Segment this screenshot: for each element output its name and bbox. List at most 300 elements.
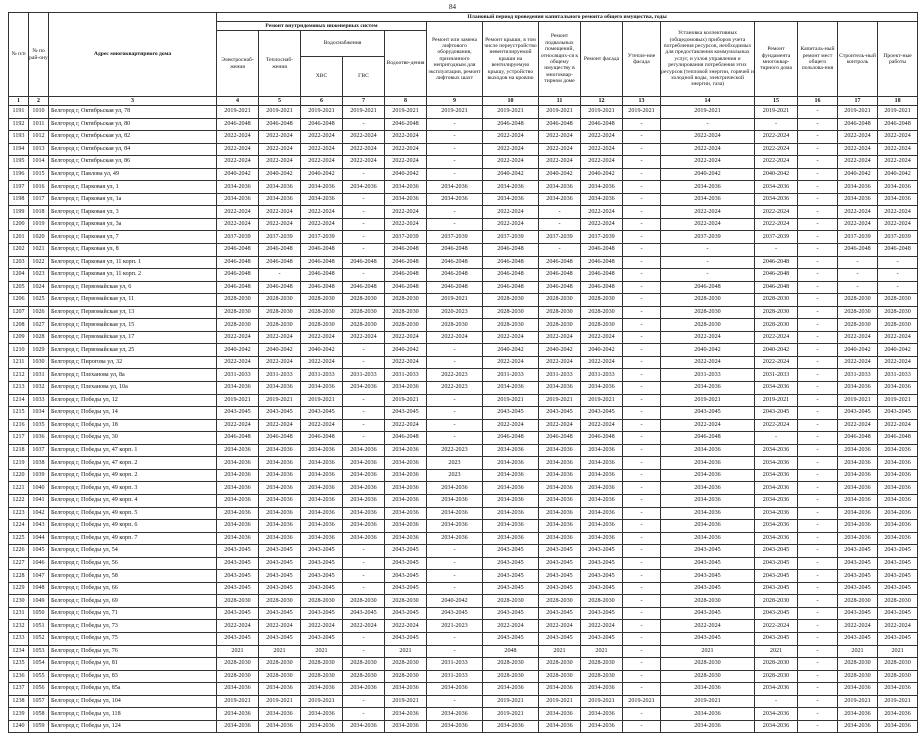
table-cell: 2043-2045 xyxy=(838,545,878,558)
table-cell: 2034-2036 xyxy=(539,708,581,721)
column-number: 12 xyxy=(581,97,623,106)
table-cell: 2022-2024 xyxy=(838,419,878,432)
table-cell: - xyxy=(798,708,838,721)
table-cell: 1224 xyxy=(9,520,29,533)
address-cell: Белгород г, Пирогова ул, 32 xyxy=(49,356,217,369)
table-cell: - xyxy=(623,319,661,332)
table-cell: 2040-2042 xyxy=(878,344,918,357)
table-cell: 2034-2036 xyxy=(539,193,581,206)
table-cell: - xyxy=(798,131,838,144)
table-cell: 2043-2045 xyxy=(217,632,259,645)
table-cell: 1044 xyxy=(29,532,49,545)
table-cell: 2040-2042 xyxy=(385,168,427,181)
table-cell: 2034-2036 xyxy=(581,507,623,520)
table-cell: 2028-2030 xyxy=(539,319,581,332)
table-cell: 2040-2042 xyxy=(483,344,539,357)
table-cell: 2046-2048 xyxy=(878,244,918,257)
table-row xyxy=(9,394,918,407)
table-cell: 2043-2045 xyxy=(259,545,301,558)
table-cell: - xyxy=(343,244,385,257)
table-cell: - xyxy=(798,532,838,545)
table-cell: 2034-2036 xyxy=(483,193,539,206)
table-cell: 2031-2033 xyxy=(301,369,343,382)
table-cell: 2028-2030 xyxy=(755,670,798,683)
table-cell: - xyxy=(798,582,838,595)
table-cell: 2028-2030 xyxy=(483,319,539,332)
table-cell: 2043-2045 xyxy=(217,570,259,583)
table-cell: 2028-2030 xyxy=(343,306,385,319)
table-cell: - xyxy=(755,118,798,131)
table-cell: 2028-2030 xyxy=(385,658,427,671)
table-cell: - xyxy=(798,344,838,357)
table-row xyxy=(9,331,918,344)
table-cell: 2043-2045 xyxy=(385,407,427,420)
table-cell: 2034-2036 xyxy=(343,482,385,495)
table-cell: - xyxy=(661,244,755,257)
table-cell: 2034-2036 xyxy=(539,457,581,470)
table-cell: 1034 xyxy=(29,407,49,420)
table-cell: 2046-2048 xyxy=(217,432,259,445)
table-cell: 2034-2036 xyxy=(581,708,623,721)
table-cell: - xyxy=(623,369,661,382)
table-cell: - xyxy=(343,206,385,219)
table-cell: - xyxy=(427,432,483,445)
table-cell: 2034-2036 xyxy=(301,520,343,533)
table-cell: 2022-2024 xyxy=(301,156,343,169)
table-cell: - xyxy=(798,244,838,257)
table-cell: 2022-2024 xyxy=(661,620,755,633)
table-cell: 2019-2021 xyxy=(581,394,623,407)
table-cell: 2021 xyxy=(385,645,427,658)
table-cell: 2028-2030 xyxy=(755,294,798,307)
table-cell: 2034-2036 xyxy=(259,520,301,533)
table-cell: 2022-2024 xyxy=(385,131,427,144)
table-cell: 2028-2030 xyxy=(755,658,798,671)
table-cell: 1048 xyxy=(29,582,49,595)
table-cell: 1049 xyxy=(29,595,49,608)
address-cell: Белгород г, Победы ул, 104 xyxy=(49,695,217,708)
table-cell: 2043-2045 xyxy=(385,632,427,645)
table-cell: 1020 xyxy=(29,231,49,244)
table-cell: 2034-2036 xyxy=(217,720,259,733)
table-cell: 1058 xyxy=(29,708,49,721)
table-cell: 2022-2024 xyxy=(838,131,878,144)
table-cell: 2022-2024 xyxy=(483,143,539,156)
table-cell: 2022-2024 xyxy=(343,131,385,144)
table-cell: 2034-2036 xyxy=(661,469,755,482)
address-cell: Белгород г, Победы ул, 47 корп. 2 xyxy=(49,457,217,470)
table-cell: 2040-2042 xyxy=(581,344,623,357)
table-cell: 1204 xyxy=(9,269,29,282)
table-cell: 2037-2039 xyxy=(259,231,301,244)
table-cell: 2022-2024 xyxy=(217,419,259,432)
table-cell: - xyxy=(427,582,483,595)
table-cell: 2046-2048 xyxy=(483,244,539,257)
table-cell: - xyxy=(343,218,385,231)
table-cell: 1040 xyxy=(29,482,49,495)
header-gvs: ГВС xyxy=(343,57,385,97)
table-cell: 2034-2036 xyxy=(755,193,798,206)
header-sewer: Водоотве-дения xyxy=(385,31,427,97)
table-cell: 2034-2036 xyxy=(483,469,539,482)
table-row xyxy=(9,582,918,595)
table-cell: 2034-2036 xyxy=(483,444,539,457)
table-cell: 2043-2045 xyxy=(539,570,581,583)
table-cell: - xyxy=(755,695,798,708)
table-cell: 2034-2036 xyxy=(217,482,259,495)
table-cell: 2034-2036 xyxy=(755,494,798,507)
table-cell: 2043-2045 xyxy=(259,632,301,645)
table-cell: 2034-2036 xyxy=(301,720,343,733)
table-cell: 2034-2036 xyxy=(483,507,539,520)
table-cell: - xyxy=(259,269,301,282)
header-project: Проект-ные работы xyxy=(878,22,918,97)
table-cell: 2046-2048 xyxy=(581,118,623,131)
table-cell: 2037-2039 xyxy=(581,231,623,244)
table-cell: 2021-2023 xyxy=(427,620,483,633)
table-cell: 2022-2024 xyxy=(217,206,259,219)
table-cell: 2043-2045 xyxy=(259,607,301,620)
table-row xyxy=(9,557,918,570)
table-cell: - xyxy=(623,356,661,369)
table-row xyxy=(9,482,918,495)
header-roof: Ремонт крыши, в том числе переустройство невентилируемой крыши на вентилируемую крышу, устройство выходов на кровлю xyxy=(483,22,539,97)
table-cell: 2037-2039 xyxy=(301,231,343,244)
address-cell: Белгород г, Плеханова ул, 10а xyxy=(49,382,217,395)
table-cell: 1238 xyxy=(9,695,29,708)
table-cell: 2019-2021 xyxy=(217,695,259,708)
table-cell: - xyxy=(623,670,661,683)
table-cell: 2028-2030 xyxy=(539,658,581,671)
table-cell: 2046-2048 xyxy=(301,244,343,257)
header-meters: Установка коллективных (общедомовых) приборов учета потребления ресурсов, необходимых для предоставления коммунальных услуг, и узлов управления и регулирования потребления этих ресурсов (тепловой энергии, горячей и холодной воды, электрической энергии, газа) xyxy=(661,22,755,97)
column-number: 11 xyxy=(539,97,581,106)
header-water-supply: Водоснабжения xyxy=(301,31,385,57)
table-cell: - xyxy=(798,444,838,457)
table-cell: 2043-2045 xyxy=(755,407,798,420)
table-cell: 2021 xyxy=(217,645,259,658)
table-cell: 2022-2024 xyxy=(217,218,259,231)
table-cell: 2043-2045 xyxy=(838,570,878,583)
table-cell: 2034-2036 xyxy=(661,507,755,520)
table-cell: 2022-2024 xyxy=(259,206,301,219)
table-cell: 2034-2036 xyxy=(427,532,483,545)
table-cell: 2022-2024 xyxy=(878,218,918,231)
table-cell: - xyxy=(427,695,483,708)
address-cell: Белгород г, Первомайская ул, 17 xyxy=(49,331,217,344)
table-cell: - xyxy=(623,469,661,482)
table-cell: - xyxy=(623,294,661,307)
table-cell: 2028-2030 xyxy=(301,658,343,671)
table-cell: 1032 xyxy=(29,382,49,395)
table-cell: 2034-2036 xyxy=(343,181,385,194)
table-cell: 1237 xyxy=(9,683,29,696)
table-cell: - xyxy=(539,244,581,257)
table-cell: 2031-2033 xyxy=(755,369,798,382)
table-cell: 2022-2024 xyxy=(217,331,259,344)
table-cell: 2028-2030 xyxy=(259,595,301,608)
table-cell: - xyxy=(798,193,838,206)
table-cell: 2034-2036 xyxy=(385,683,427,696)
table-cell: 1026 xyxy=(29,306,49,319)
table-cell: 2043-2045 xyxy=(217,407,259,420)
header-insulation: Утепле-ние фасада xyxy=(623,22,661,97)
table-cell: 2034-2036 xyxy=(385,482,427,495)
table-cell: - xyxy=(623,256,661,269)
table-cell: 2022-2024 xyxy=(483,156,539,169)
table-cell: 2034-2036 xyxy=(581,482,623,495)
table-cell: 2040-2042 xyxy=(259,168,301,181)
table-row xyxy=(9,645,918,658)
table-cell: - xyxy=(878,256,918,269)
table-cell: 2034-2036 xyxy=(217,532,259,545)
table-cell: 2046-2048 xyxy=(581,256,623,269)
table-cell: 2019-2021 xyxy=(878,394,918,407)
table-cell: - xyxy=(798,382,838,395)
address-cell: Белгород г, Парковая ул, 3 xyxy=(49,206,217,219)
table-cell: 2046-2048 xyxy=(385,244,427,257)
table-cell: - xyxy=(427,419,483,432)
table-cell: - xyxy=(623,545,661,558)
table-row xyxy=(9,407,918,420)
table-cell: 2034-2036 xyxy=(301,532,343,545)
table-cell: - xyxy=(623,382,661,395)
table-cell: 1045 xyxy=(29,545,49,558)
table-cell: 2028-2030 xyxy=(301,306,343,319)
table-cell: - xyxy=(343,557,385,570)
table-cell: 2031-2033 xyxy=(427,658,483,671)
table-cell: 2048 xyxy=(483,645,539,658)
address-cell: Белгород г, Парковая ул, 11 корп. 2 xyxy=(49,269,217,282)
address-cell: Белгород г, Парковая ул, 11 корп. 1 xyxy=(49,256,217,269)
table-cell: 2034-2036 xyxy=(838,507,878,520)
table-cell: 2034-2036 xyxy=(343,520,385,533)
table-cell: 2019-2021 xyxy=(301,695,343,708)
table-cell: 2034-2036 xyxy=(427,494,483,507)
table-cell: 2034-2036 xyxy=(385,494,427,507)
table-cell: 2046-2048 xyxy=(539,256,581,269)
table-cell: 2043-2045 xyxy=(385,582,427,595)
table-cell: 2022-2023 xyxy=(427,369,483,382)
header-capital: Капиталь-ный ремонт мест общего пользова-ния xyxy=(798,22,838,97)
table-cell: 2022-2024 xyxy=(385,143,427,156)
table-cell: - xyxy=(798,557,838,570)
header-foundation: Ремонт фундамента многоквар-тирного дома xyxy=(755,22,798,97)
table-cell: 2046-2048 xyxy=(581,269,623,282)
table-cell: 2034-2036 xyxy=(217,193,259,206)
table-cell: 2019-2021 xyxy=(217,394,259,407)
column-number: 16 xyxy=(798,97,838,106)
table-cell: 2043-2045 xyxy=(581,545,623,558)
table-cell: 2019-2021 xyxy=(385,394,427,407)
table-cell: 2046-2048 xyxy=(301,432,343,445)
table-cell: 2043-2045 xyxy=(217,607,259,620)
table-cell: 2043-2045 xyxy=(259,407,301,420)
table-cell: 2034-2036 xyxy=(838,683,878,696)
table-cell: 2034-2036 xyxy=(301,507,343,520)
column-number: 7 xyxy=(343,97,385,106)
table-cell: 2046-2048 xyxy=(217,118,259,131)
table-cell: 1223 xyxy=(9,507,29,520)
table-cell: 2034-2036 xyxy=(755,708,798,721)
table-row xyxy=(9,658,918,671)
table-cell: 2023 xyxy=(427,457,483,470)
table-cell: 2028-2030 xyxy=(539,670,581,683)
table-cell: 1039 xyxy=(29,469,49,482)
table-row xyxy=(9,369,918,382)
table-cell: 2040-2042 xyxy=(301,168,343,181)
table-cell: 2046-2048 xyxy=(581,244,623,257)
table-cell: - xyxy=(343,419,385,432)
table-header xyxy=(9,13,918,106)
table-cell: 2019-2021 xyxy=(385,106,427,119)
table-cell: 2028-2030 xyxy=(301,294,343,307)
table-cell: 2028-2030 xyxy=(483,306,539,319)
table-cell: 1206 xyxy=(9,294,29,307)
table-cell: 2034-2036 xyxy=(343,469,385,482)
table-cell: 2034-2036 xyxy=(343,457,385,470)
column-number: 5 xyxy=(259,97,301,106)
table-cell: 2034-2036 xyxy=(385,382,427,395)
address-cell: Белгород г, Победы ул, 83 xyxy=(49,670,217,683)
address-cell: Белгород г, Плеханова ул, 8а xyxy=(49,369,217,382)
address-cell: Белгород г, Парковая ул, 1 xyxy=(49,181,217,194)
table-cell: 2034-2036 xyxy=(878,193,918,206)
table-row xyxy=(9,532,918,545)
table-cell: 2034-2036 xyxy=(385,457,427,470)
table-cell: 1226 xyxy=(9,545,29,558)
table-cell: 2043-2045 xyxy=(755,557,798,570)
address-cell: Белгород г, Победы ул, 118 xyxy=(49,708,217,721)
table-cell: 2043-2045 xyxy=(483,570,539,583)
table-row xyxy=(9,269,918,282)
table-cell: 2034-2036 xyxy=(755,444,798,457)
table-cell: 2022-2024 xyxy=(343,143,385,156)
table-cell: 1222 xyxy=(9,494,29,507)
table-row xyxy=(9,457,918,470)
table-cell: 2043-2045 xyxy=(878,582,918,595)
table-cell: 2034-2036 xyxy=(755,720,798,733)
address-cell: Белгород г, Победы ул, 18 xyxy=(49,419,217,432)
table-cell: 2019-2021 xyxy=(259,106,301,119)
table-cell: 2034-2036 xyxy=(259,382,301,395)
table-cell: 1195 xyxy=(9,156,29,169)
table-row xyxy=(9,570,918,583)
table-cell: 2034-2036 xyxy=(483,382,539,395)
table-cell: 1046 xyxy=(29,557,49,570)
column-number: 13 xyxy=(623,97,661,106)
header-elevator: Ремонт или замена лифтового оборудования, признанного непригодным для эксплуатации, ремонт лифтовых шахт xyxy=(427,22,483,97)
table-cell: 2022-2024 xyxy=(838,218,878,231)
table-cell: 2034-2036 xyxy=(539,469,581,482)
table-cell: 2022-2024 xyxy=(755,156,798,169)
table-cell: 2034-2036 xyxy=(427,181,483,194)
table-cell: 2043-2045 xyxy=(539,582,581,595)
table-cell: 2019-2021 xyxy=(661,106,755,119)
table-cell: 2043-2045 xyxy=(878,557,918,570)
table-cell: 2043-2045 xyxy=(217,582,259,595)
column-number: 2 xyxy=(29,97,49,106)
table-cell: 2022-2024 xyxy=(259,331,301,344)
table-cell: 1017 xyxy=(29,193,49,206)
table-cell: 2034-2036 xyxy=(661,382,755,395)
table-cell: 2046-2048 xyxy=(217,244,259,257)
table-cell: - xyxy=(798,595,838,608)
table-cell: 2040-2042 xyxy=(259,344,301,357)
table-cell: 2034-2036 xyxy=(483,532,539,545)
table-cell: 2040-2042 xyxy=(217,344,259,357)
table-cell: 2019-2021 xyxy=(301,394,343,407)
table-cell: 2028-2030 xyxy=(581,294,623,307)
address-cell: Белгород г, Победы ул, 49 корп. 4 xyxy=(49,494,217,507)
table-cell: 2022-2024 xyxy=(878,620,918,633)
table-cell: 2046-2048 xyxy=(259,256,301,269)
table-cell: 2046-2048 xyxy=(581,281,623,294)
address-cell: Белгород г, Первомайская ул, 25 xyxy=(49,344,217,357)
table-cell: 1232 xyxy=(9,620,29,633)
address-cell: Белгород г, Победы ул, 49 корп. 6 xyxy=(49,520,217,533)
table-cell: 2037-2039 xyxy=(217,231,259,244)
table-cell: 2034-2036 xyxy=(343,532,385,545)
table-cell: 2046-2048 xyxy=(301,281,343,294)
table-cell: 2034-2036 xyxy=(259,482,301,495)
table-cell: 2019-2021 xyxy=(427,294,483,307)
table-cell: 2034-2036 xyxy=(838,708,878,721)
table-cell: 2046-2048 xyxy=(343,256,385,269)
table-row xyxy=(9,670,918,683)
table-cell: - xyxy=(623,131,661,144)
table-cell: 2046-2048 xyxy=(483,256,539,269)
table-row xyxy=(9,294,918,307)
table-cell: 2021 xyxy=(259,645,301,658)
table-cell: 2028-2030 xyxy=(581,595,623,608)
table-cell: 2022-2024 xyxy=(581,143,623,156)
table-cell: - xyxy=(798,143,838,156)
table-cell: - xyxy=(623,570,661,583)
table-cell: 2022-2024 xyxy=(385,156,427,169)
table-cell: 2046-2048 xyxy=(427,244,483,257)
table-cell: 2019-2021 xyxy=(301,106,343,119)
table-cell: 2022-2024 xyxy=(755,620,798,633)
table-cell: 2028-2030 xyxy=(483,670,539,683)
table-cell: - xyxy=(798,494,838,507)
table-cell: 2034-2036 xyxy=(878,532,918,545)
table-cell: 2034-2036 xyxy=(878,494,918,507)
table-cell: 2022-2024 xyxy=(259,131,301,144)
table-row xyxy=(9,620,918,633)
table-cell: 2034-2036 xyxy=(878,382,918,395)
table-row xyxy=(9,595,918,608)
table-cell: 2019-2021 xyxy=(581,695,623,708)
table-cell: 2028-2030 xyxy=(343,319,385,332)
table-cell: 2019-2021 xyxy=(838,394,878,407)
table-cell: 2043-2045 xyxy=(581,607,623,620)
table-cell: - xyxy=(343,632,385,645)
table-cell: 2028-2030 xyxy=(259,294,301,307)
table-cell: - xyxy=(623,181,661,194)
table-cell: 2028-2030 xyxy=(385,306,427,319)
table-cell: 2034-2036 xyxy=(343,444,385,457)
table-cell: 2043-2045 xyxy=(483,545,539,558)
table-cell: 1212 xyxy=(9,369,29,382)
table-cell: 2043-2045 xyxy=(838,407,878,420)
table-cell: - xyxy=(878,281,918,294)
table-cell: 1236 xyxy=(9,670,29,683)
table-cell: 2022-2024 xyxy=(661,419,755,432)
table-cell: - xyxy=(427,407,483,420)
table-cell: 2046-2048 xyxy=(878,432,918,445)
table-cell: 2022-2024 xyxy=(259,620,301,633)
